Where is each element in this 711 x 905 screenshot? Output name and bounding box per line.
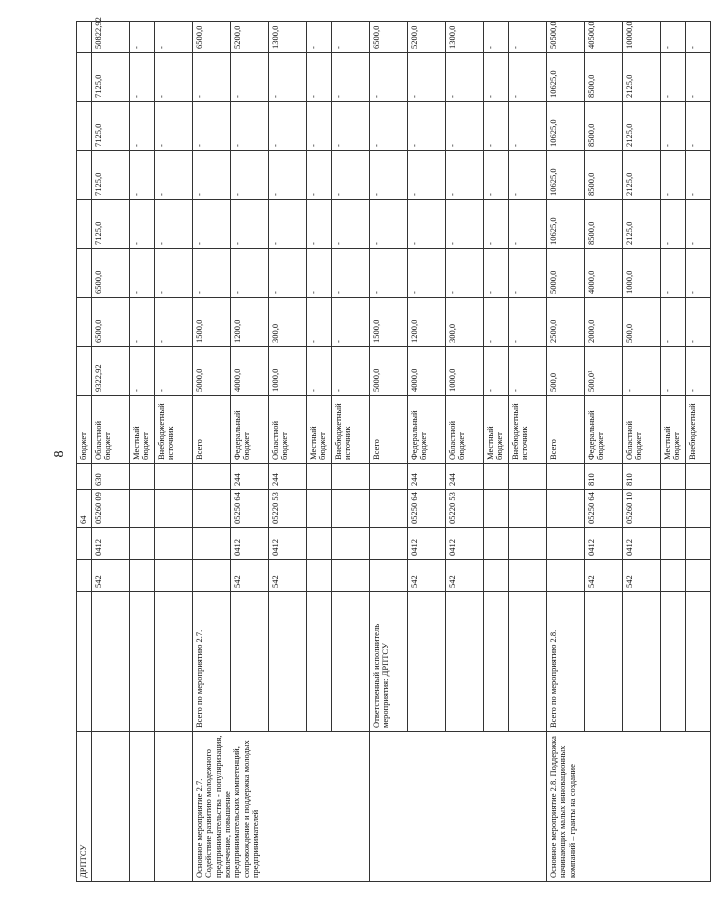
cell-executor — [509, 592, 547, 732]
cell-source: Всего — [547, 396, 585, 464]
cell-value: 4000,0 — [585, 249, 623, 298]
cell-activity-2-7: Основное мероприятие 2.7. Содействие развитию молодежного предпринимательства - популяризация, вовлечение, повышение предпринимательских компетенций, сопровождение и поддержка молодых предпринимателей — [193, 732, 370, 882]
cell-executor: Всего по мероприятию 2.7. — [193, 592, 231, 732]
cell-code-rzpr — [686, 528, 711, 560]
cell-value: 300,0 — [446, 298, 484, 347]
cell-value: - — [509, 151, 547, 200]
cell-value: - — [130, 249, 155, 298]
cell-code-vr: 810 — [623, 464, 661, 490]
cell-source: Внебюджетный — [686, 396, 711, 464]
cell-value: - — [686, 151, 711, 200]
cell-value: 2500,0 — [547, 298, 585, 347]
cell-code-grbs: 542 — [408, 560, 446, 592]
cell-code-vr: 244 — [269, 464, 307, 490]
cell-source: Местный бюджет — [484, 396, 509, 464]
cell-value: - — [231, 53, 269, 102]
cell-code-vr — [686, 464, 711, 490]
cell-executor — [408, 592, 446, 732]
cell-value: - — [332, 200, 370, 249]
cell-value: - — [307, 102, 332, 151]
cell-value: 1000,0 — [446, 347, 484, 396]
cell-code-rzpr — [155, 528, 193, 560]
cell-value: - — [155, 200, 193, 249]
cell-value: 500,0¹ — [585, 347, 623, 396]
cell-code-csr: 05220 53 — [269, 490, 307, 528]
rotated-budget-table-wrapper — [76, 17, 697, 882]
cell-executor — [686, 592, 711, 732]
cell-code-csr — [484, 490, 509, 528]
cell-value: - — [484, 151, 509, 200]
cell-code-grbs — [509, 560, 547, 592]
cell-value: 500,0 — [547, 347, 585, 396]
cell-value: - — [686, 249, 711, 298]
cell-value: 8500,0 — [585, 102, 623, 151]
cell-total: - — [509, 22, 547, 53]
cell-executor — [155, 592, 193, 732]
cell-executor: Всего по мероприятию 2.8. — [547, 592, 585, 732]
table-row — [193, 22, 231, 882]
cell-value: 300,0 — [269, 298, 307, 347]
cell-value: 7125,0 — [92, 151, 130, 200]
cell-code-grbs — [332, 560, 370, 592]
cell-value: - — [661, 102, 686, 151]
cell-value: - — [332, 151, 370, 200]
cell-code-vr — [509, 464, 547, 490]
cell-value: - — [130, 102, 155, 151]
cell-source: Федеральный бюджет — [231, 396, 269, 464]
cell-code-csr: 05250 64 — [585, 490, 623, 528]
cell-value: - — [686, 102, 711, 151]
cell-value: 8500,0 — [585, 151, 623, 200]
cell-source: Местный бюджет — [307, 396, 332, 464]
cell-executor — [231, 592, 269, 732]
cell-code-csr — [307, 490, 332, 528]
cell-code-rzpr: 0412 — [585, 528, 623, 560]
cell-activity — [130, 732, 155, 882]
cell-value: 7125,0 — [92, 102, 130, 151]
cell-total: - — [484, 22, 509, 53]
cell-code-vr — [661, 464, 686, 490]
cell-code-grbs — [307, 560, 332, 592]
cell-value: - — [408, 53, 446, 102]
cell-code-grbs — [686, 560, 711, 592]
cell-value: - — [193, 151, 231, 200]
cell-value — [77, 151, 92, 200]
cell-value: - — [370, 102, 408, 151]
cell-value: 1000,0 — [269, 347, 307, 396]
cell-value: - — [661, 347, 686, 396]
cell-value: 4000,0 — [408, 347, 446, 396]
cell-source: Областной бюджет — [623, 396, 661, 464]
cell-code-csr — [130, 490, 155, 528]
cell-value: - — [509, 200, 547, 249]
cell-code-grbs: 542 — [623, 560, 661, 592]
cell-source: Внебюджетный источник — [332, 396, 370, 464]
table-row — [130, 22, 155, 882]
cell-code-vr: 244 — [446, 464, 484, 490]
cell-code-csr — [661, 490, 686, 528]
cell-code-grbs: 542 — [585, 560, 623, 592]
cell-code-csr — [193, 490, 231, 528]
cell-source: Всего — [193, 396, 231, 464]
cell-value: 10625,0 — [547, 102, 585, 151]
cell-executor — [585, 592, 623, 732]
cell-source: Областной бюджет — [92, 396, 130, 464]
cell-value: - — [686, 347, 711, 396]
cell-value: - — [661, 298, 686, 347]
cell-value: - — [686, 298, 711, 347]
cell-executor — [307, 592, 332, 732]
cell-value: - — [446, 249, 484, 298]
cell-total: 1300,0 — [269, 22, 307, 53]
cell-source: бюджет — [77, 396, 92, 464]
cell-value: - — [686, 53, 711, 102]
cell-executor — [92, 592, 130, 732]
cell-value: 2125,0 — [623, 102, 661, 151]
cell-value: 1500,0 — [370, 298, 408, 347]
cell-value: - — [332, 249, 370, 298]
cell-code-rzpr — [370, 528, 408, 560]
cell-value: - — [155, 102, 193, 151]
cell-value: 5000,0 — [547, 249, 585, 298]
budget-table — [76, 17, 711, 882]
cell-value: - — [509, 347, 547, 396]
cell-value: - — [408, 151, 446, 200]
cell-code-vr — [193, 464, 231, 490]
cell-value: 6500,0 — [92, 249, 130, 298]
cell-total: 10000,0 — [623, 22, 661, 53]
cell-total: 6500,0 — [193, 22, 231, 53]
cell-code-csr — [686, 490, 711, 528]
cell-code-grbs — [193, 560, 231, 592]
cell-value: - — [446, 102, 484, 151]
cell-value: 2000,0 — [585, 298, 623, 347]
cell-code-rzpr — [509, 528, 547, 560]
cell-executor — [623, 592, 661, 732]
cell-value: - — [269, 53, 307, 102]
cell-code-vr — [370, 464, 408, 490]
cell-value: - — [231, 102, 269, 151]
cell-code-csr — [370, 490, 408, 528]
cell-value: - — [370, 249, 408, 298]
cell-code-vr — [130, 464, 155, 490]
cell-code-rzpr — [77, 528, 92, 560]
cell-code-rzpr — [484, 528, 509, 560]
cell-source: Областной бюджет — [446, 396, 484, 464]
cell-value: - — [193, 102, 231, 151]
cell-code-rzpr — [547, 528, 585, 560]
cell-value: - — [509, 102, 547, 151]
cell-value: - — [155, 347, 193, 396]
cell-value: - — [307, 298, 332, 347]
cell-total: - — [332, 22, 370, 53]
cell-total: 40500,0 — [585, 22, 623, 53]
cell-executor — [661, 592, 686, 732]
cell-code-grbs — [77, 560, 92, 592]
cell-code-rzpr: 0412 — [408, 528, 446, 560]
cell-value: - — [661, 200, 686, 249]
cell-source: Областной бюджет — [269, 396, 307, 464]
cell-value: - — [446, 53, 484, 102]
cell-value: 4000,0 — [231, 347, 269, 396]
cell-value: 10625,0 — [547, 200, 585, 249]
cell-code-grbs — [547, 560, 585, 592]
cell-value: - — [484, 200, 509, 249]
cell-code-csr: 05250 64 — [408, 490, 446, 528]
cell-code-grbs — [130, 560, 155, 592]
cell-code-vr: 810 — [585, 464, 623, 490]
cell-code-vr: 244 — [408, 464, 446, 490]
cell-value: 1200,0 — [408, 298, 446, 347]
cell-value: - — [130, 347, 155, 396]
cell-value: - — [484, 53, 509, 102]
cell-code-csr: 05220 53 — [446, 490, 484, 528]
cell-value: 8500,0 — [585, 200, 623, 249]
cell-total: 50500,0 — [547, 22, 585, 53]
cell-activity — [92, 732, 130, 882]
cell-code-vr: 630 — [92, 464, 130, 490]
cell-value — [77, 249, 92, 298]
cell-value: 500,0 — [623, 298, 661, 347]
cell-total — [77, 22, 92, 53]
cell-source: Федеральный бюджет — [585, 396, 623, 464]
cell-value: - — [509, 53, 547, 102]
cell-total: 5200,0 — [231, 22, 269, 53]
cell-value: - — [130, 53, 155, 102]
cell-value: - — [155, 151, 193, 200]
cell-value: - — [231, 151, 269, 200]
cell-code-rzpr — [130, 528, 155, 560]
cell-value: - — [661, 53, 686, 102]
cell-value: 5000,0 — [370, 347, 408, 396]
cell-value — [77, 102, 92, 151]
cell-value: - — [307, 347, 332, 396]
cell-value: - — [686, 200, 711, 249]
cell-value: - — [484, 347, 509, 396]
cell-code-vr — [484, 464, 509, 490]
cell-total: 6500,0 — [370, 22, 408, 53]
cell-value: - — [661, 249, 686, 298]
cell-value: - — [155, 53, 193, 102]
cell-value: - — [370, 53, 408, 102]
cell-executor — [269, 592, 307, 732]
cell-code-csr: 64 — [77, 490, 92, 528]
cell-value: - — [332, 53, 370, 102]
cell-source: Внебюджетный источник — [155, 396, 193, 464]
cell-code-grbs — [155, 560, 193, 592]
cell-value: - — [509, 298, 547, 347]
cell-executor — [332, 592, 370, 732]
cell-value: - — [193, 200, 231, 249]
cell-value: - — [130, 151, 155, 200]
cell-value: - — [623, 347, 661, 396]
cell-value: 1000,0 — [623, 249, 661, 298]
cell-total: - — [130, 22, 155, 53]
cell-value: 9322,92 — [92, 347, 130, 396]
cell-source: Федеральный бюджет — [408, 396, 446, 464]
cell-code-vr: 244 — [231, 464, 269, 490]
cell-code-rzpr: 0412 — [623, 528, 661, 560]
cell-value: - — [307, 200, 332, 249]
cell-value: - — [269, 102, 307, 151]
cell-value: - — [193, 53, 231, 102]
cell-code-rzpr: 0412 — [446, 528, 484, 560]
cell-value: - — [130, 200, 155, 249]
cell-code-rzpr: 0412 — [269, 528, 307, 560]
cell-executor — [77, 592, 92, 732]
cell-value: - — [307, 151, 332, 200]
cell-code-rzpr — [193, 528, 231, 560]
cell-value: 10625,0 — [547, 151, 585, 200]
cell-value: - — [408, 200, 446, 249]
cell-value: - — [370, 151, 408, 200]
cell-source: Всего — [370, 396, 408, 464]
cell-activity — [155, 732, 193, 882]
table-row — [92, 22, 130, 882]
cell-executor — [130, 592, 155, 732]
cell-activity-2-8: Основное мероприятие 2.8. Поддержка начинающих малых инновационных компаний – гранты на создание — [547, 732, 711, 882]
table-row — [155, 22, 193, 882]
cell-code-vr — [307, 464, 332, 490]
cell-value — [77, 347, 92, 396]
cell-value — [77, 298, 92, 347]
cell-source: Внебюджетный источник — [509, 396, 547, 464]
cell-source: Местный бюджет — [661, 396, 686, 464]
cell-code-vr — [77, 464, 92, 490]
cell-executor: Ответственный исполнитель мероприятия: ДРПТСУ — [370, 592, 408, 732]
cell-code-csr: 05260 10 — [623, 490, 661, 528]
cell-code-rzpr: 0412 — [231, 528, 269, 560]
cell-value: - — [155, 298, 193, 347]
cell-code-grbs — [484, 560, 509, 592]
cell-executor — [484, 592, 509, 732]
cell-value: - — [661, 151, 686, 200]
cell-value: - — [269, 200, 307, 249]
cell-total: - — [155, 22, 193, 53]
cell-activity: ДРПТСУ — [77, 732, 92, 882]
cell-code-grbs — [370, 560, 408, 592]
cell-code-csr — [155, 490, 193, 528]
cell-value: - — [155, 249, 193, 298]
cell-code-rzpr — [307, 528, 332, 560]
cell-value — [77, 200, 92, 249]
cell-value: - — [269, 151, 307, 200]
cell-code-csr — [547, 490, 585, 528]
cell-value: - — [332, 347, 370, 396]
cell-value — [77, 53, 92, 102]
cell-value: - — [307, 53, 332, 102]
cell-code-csr — [509, 490, 547, 528]
cell-code-grbs: 542 — [231, 560, 269, 592]
cell-value: 5000,0 — [193, 347, 231, 396]
cell-value: - — [408, 102, 446, 151]
cell-total: 1300,0 — [446, 22, 484, 53]
cell-total: - — [307, 22, 332, 53]
cell-value: - — [332, 102, 370, 151]
cell-source: Местный бюджет — [130, 396, 155, 464]
cell-value: 8500,0 — [585, 53, 623, 102]
cell-value: - — [307, 249, 332, 298]
page-number: 8 — [52, 450, 67, 458]
cell-value: - — [370, 200, 408, 249]
cell-value: - — [231, 200, 269, 249]
cell-value: 10625,0 — [547, 53, 585, 102]
cell-code-csr — [332, 490, 370, 528]
cell-code-grbs: 542 — [92, 560, 130, 592]
cell-value: - — [193, 249, 231, 298]
cell-value: 7125,0 — [92, 200, 130, 249]
cell-code-grbs: 542 — [446, 560, 484, 592]
cell-code-rzpr — [332, 528, 370, 560]
cell-code-grbs — [661, 560, 686, 592]
cell-value: 7125,0 — [92, 53, 130, 102]
cell-executor — [446, 592, 484, 732]
cell-code-rzpr — [661, 528, 686, 560]
table-row — [370, 22, 408, 882]
cell-total: - — [686, 22, 711, 53]
table-row — [547, 22, 585, 882]
cell-code-vr — [547, 464, 585, 490]
cell-value: 2125,0 — [623, 151, 661, 200]
cell-value: - — [446, 200, 484, 249]
cell-code-csr: 05250 64 — [231, 490, 269, 528]
cell-value: - — [509, 249, 547, 298]
cell-value: - — [484, 249, 509, 298]
cell-code-csr: 05260 09 — [92, 490, 130, 528]
table-row — [77, 22, 92, 882]
cell-total: 5200,0 — [408, 22, 446, 53]
cell-value: 2125,0 — [623, 200, 661, 249]
cell-value: - — [332, 298, 370, 347]
cell-value: 2125,0 — [623, 53, 661, 102]
cell-value: 6500,0 — [92, 298, 130, 347]
cell-value: - — [446, 151, 484, 200]
cell-code-grbs: 542 — [269, 560, 307, 592]
cell-value: - — [231, 249, 269, 298]
cell-code-rzpr: 0412 — [92, 528, 130, 560]
cell-total: - — [661, 22, 686, 53]
cell-value: - — [484, 102, 509, 151]
cell-value: 1500,0 — [193, 298, 231, 347]
cell-code-vr — [155, 464, 193, 490]
cell-total: 50822,92 — [92, 22, 130, 53]
cell-code-vr — [332, 464, 370, 490]
cell-value: - — [269, 249, 307, 298]
cell-activity — [370, 732, 547, 882]
cell-value: 1200,0 — [231, 298, 269, 347]
cell-value: - — [408, 249, 446, 298]
cell-value: - — [130, 298, 155, 347]
cell-value: - — [484, 298, 509, 347]
